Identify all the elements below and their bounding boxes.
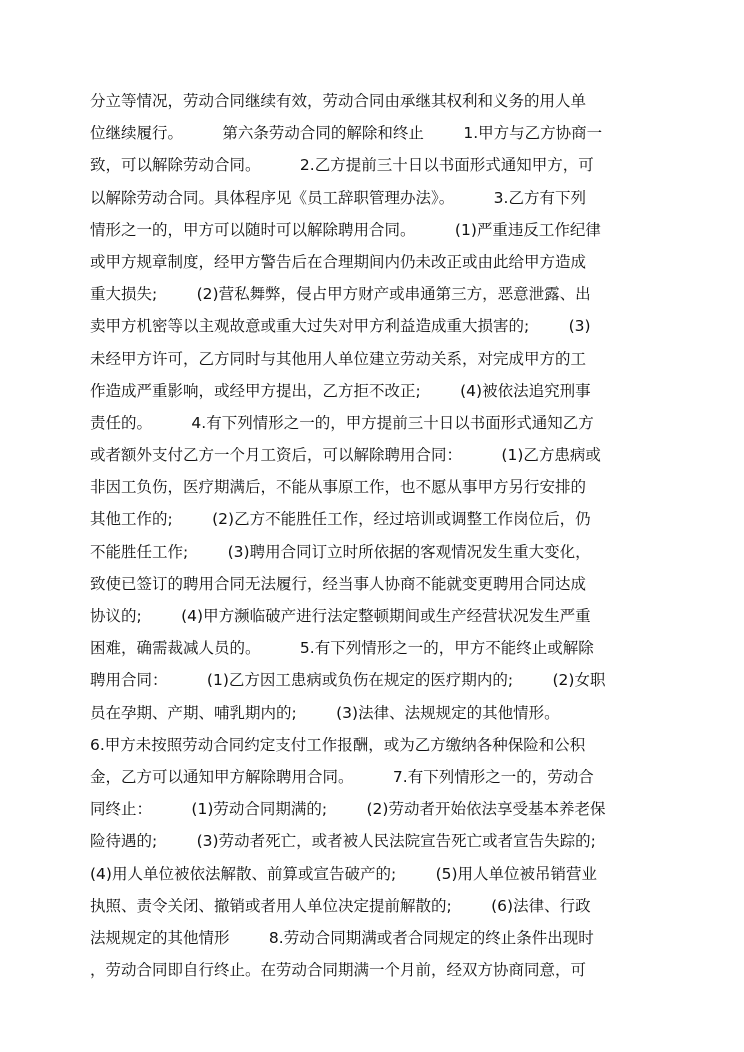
text-line-25: (4)用人单位被依法解散、前算或宣告破产的; (5)用人单位被吊销营业 bbox=[90, 864, 598, 883]
text-line-19: 聘用合同： (1)乙方因工患病或负伤在规定的医疗期内的; (2)女职 bbox=[90, 671, 606, 690]
text-line-13: 非因工负伤，医疗期满后，不能从事原工作，也不愿从事甲方另行安排的 bbox=[90, 478, 587, 497]
text-line-7: 重大损失; (2)营私舞弊，侵占甲方财产或串通第三方，恶意泄露、出 bbox=[90, 285, 591, 304]
text-line-4: 以解除劳动合同。具体程序见《员工辞职管理办法》。 3.乙方有下列 bbox=[90, 188, 586, 207]
text-line-3: 致，可以解除劳动合同。 2.乙方提前三十日以书面形式通知甲方，可 bbox=[90, 156, 594, 175]
text-line-16: 致使已签订的聘用合同无法履行，经当事人协商不能就变更聘用合同达成 bbox=[90, 574, 587, 593]
text-line-11: 责任的。 4.有下列情形之一的，甲方提前三十日以书面形式通知乙方 bbox=[90, 413, 594, 432]
text-line-6: 或甲方规章制度，经甲方警告后在合理期间内仍未改正或由此给甲方造成 bbox=[90, 252, 587, 271]
text-line-15: 不能胜任工作; (3)聘用合同订立时所依据的客观情况发生重大变化， bbox=[90, 542, 591, 561]
text-line-23: 同终止： (1)劳动合同期满的; (2)劳动者开始依法享受基本养老保 bbox=[90, 800, 606, 819]
text-line-22: 金，乙方可以通知甲方解除聘用合同。 7.有下列情形之一的，劳动合 bbox=[90, 767, 594, 786]
text-line-2: 位继续履行。 第六条劳动合同的解除和终止 1.甲方与乙方协商一 bbox=[90, 124, 603, 143]
text-line-8: 卖甲方机密等以主观故意或重大过失对甲方利益造成重大损害的; (3) bbox=[90, 317, 591, 336]
text-line-5: 情形之一的，甲方可以随时可以解除聘用合同。 (1)严重违反工作纪律 bbox=[90, 220, 601, 239]
text-line-14: 其他工作的; (2)乙方不能胜任工作，经过培训或调整工作岗位后，仍 bbox=[90, 510, 591, 529]
document-body bbox=[90, 85, 660, 986]
text-line-26: 执照、责令关闭、撤销或者用人单位决定提前解散的; (6)法律、行政 bbox=[90, 896, 591, 915]
text-line-10: 作造成严重影响，或经甲方提出，乙方拒不改正; (4)被依法追究刑事 bbox=[90, 381, 591, 400]
text-line-27: 法规规定的其他情形 8.劳动合同期满或者合同规定的终止条件出现时 bbox=[90, 928, 594, 947]
text-line-21: 6.甲方未按照劳动合同约定支付工作报酬，或为乙方缴纳各种保险和公积 bbox=[90, 735, 586, 754]
text-line-18: 困难，确需裁减人员的。 5.有下列情形之一的，甲方不能终止或解除 bbox=[90, 639, 594, 658]
text-line-9: 未经甲方许可，乙方同时与其他用人单位建立劳动关系，对完成甲方的工 bbox=[90, 349, 587, 368]
text-line-28: ，劳动合同即自行终止。在劳动合同期满一个月前，经双方协商同意，可 bbox=[90, 961, 587, 980]
text-line-17: 协议的; (4)甲方濒临破产进行法定整顿期间或生产经营状况发生严重 bbox=[90, 607, 591, 625]
text-line-20: 员在孕期、产期、哺乳期内的; (3)法律、法规规定的其他情形。 bbox=[90, 703, 560, 722]
text-line-24: 险待遇的; (3)劳动者死亡，或者被人民法院宣告死亡或者宣告失踪的; bbox=[90, 832, 596, 851]
text-line-1: 分立等情况，劳动合同继续有效，劳动合同由承继其权利和义务的用人单 bbox=[90, 92, 587, 110]
text-line-12: 或者额外支付乙方一个月工资后，可以解除聘用合同： (1)乙方患病或 bbox=[90, 446, 601, 465]
